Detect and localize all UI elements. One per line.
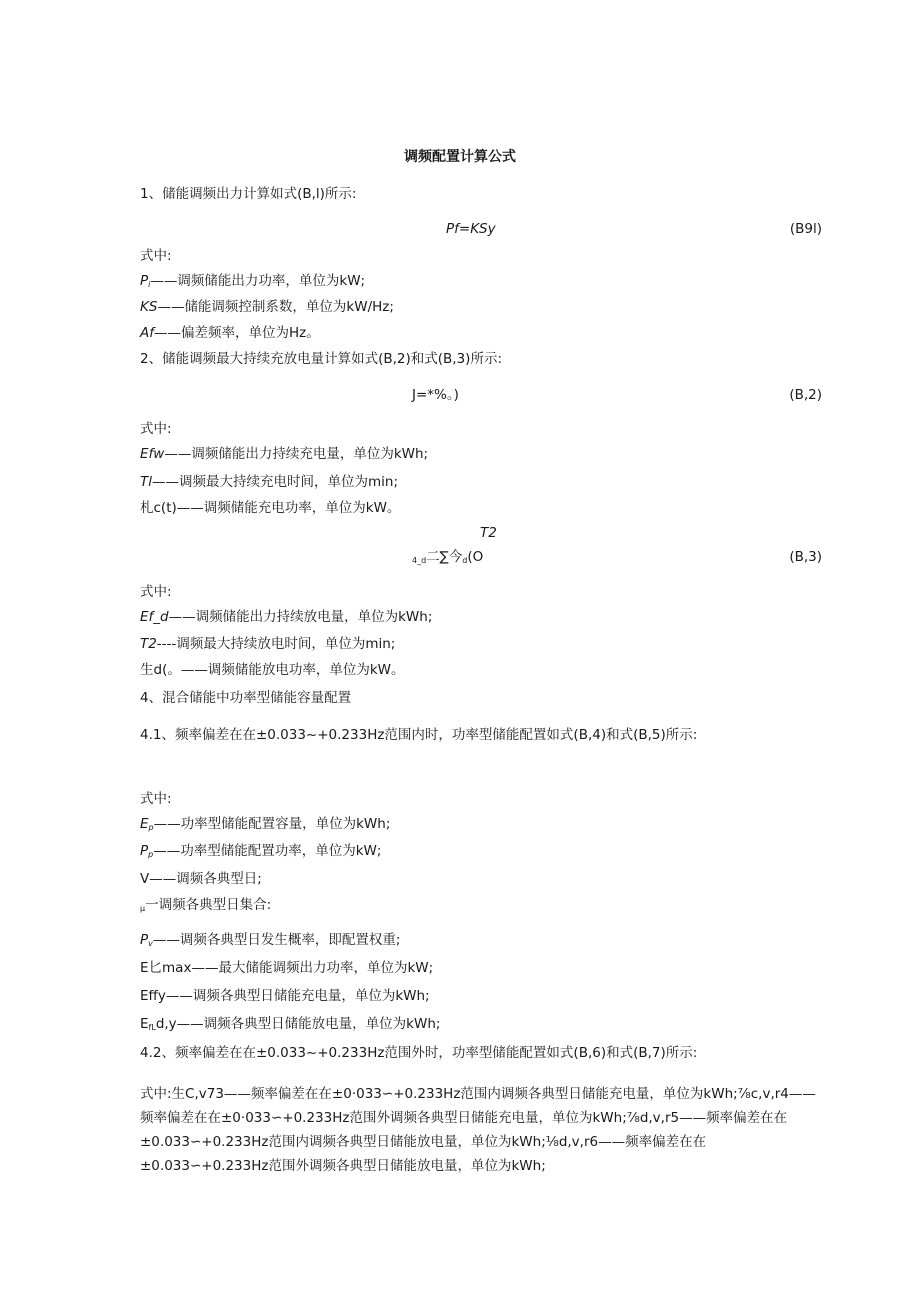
definition-line [140, 1014, 440, 1038]
page-title: 调频配置计算公式 [404, 149, 516, 165]
symbol-subscript: v [148, 939, 153, 948]
definition-line: 生d(。——调频储能放电功率，单位为kW。 [140, 662, 405, 678]
section-1-intro: 1、储能调频出力计算如式(B,l)所示: [140, 186, 357, 202]
formula-subscript: 4_d [412, 556, 427, 565]
definition-line [140, 814, 390, 838]
symbol: KS [140, 299, 158, 315]
definition-text: ——功率型储能配置容量，单位为kWh; [153, 816, 391, 832]
symbol: Tl [140, 474, 152, 490]
symbol: E [140, 1016, 149, 1032]
definition-line: V——调频各典型日; [140, 871, 262, 887]
definition-line [140, 841, 381, 865]
definition-line [140, 297, 394, 317]
where-label: 式中: [140, 791, 172, 807]
symbol: P [140, 932, 149, 948]
formula-tail: (O [467, 549, 484, 565]
definition-text: d,y——调频各典型日储能放电量，单位为kWh; [155, 1016, 441, 1032]
symbol-subscript: p [148, 823, 154, 832]
definition-line [140, 444, 428, 464]
formula-b3 [412, 547, 483, 571]
definition-text: ——功率型储能配置功率，单位为kW; [153, 843, 382, 859]
where-label: 式中: [140, 248, 172, 264]
formula-b2: J=*%。) [412, 387, 459, 403]
definition-text: ----调频最大持续放电时间，单位为min; [156, 636, 396, 652]
definition-text: ——调频最大持续充电时间，单位为min; [152, 474, 399, 490]
definition-text: ——储能调频控制系数，单位为kW/Hz; [157, 299, 394, 315]
section-4-1-text: 4.1、频率偏差在在±0.033~+0.233Hz范围内时，功率型储能配置如式(B,4)和式(B,5)所示: [140, 727, 698, 743]
definition-line [140, 472, 398, 492]
symbol: Ef_d [140, 609, 169, 625]
formula-body: 二∑今 [426, 549, 463, 565]
symbol: E [140, 816, 149, 832]
symbol: Af [140, 325, 154, 341]
definition-text: ——调频储能出力持续放电量，单位为kWh; [168, 609, 433, 625]
definition-line [140, 271, 365, 295]
symbol-subscript: i [148, 280, 151, 289]
definition-line: E匕max——最大储能调频出力功率，单位为kW; [140, 960, 434, 976]
symbol-subscript: μ [140, 904, 146, 913]
equation-number-b1: (B9l) [789, 221, 822, 237]
definition-text: ——偏差频率，单位为Hz。 [154, 325, 320, 341]
equation-number-b3: (B,3) [789, 549, 822, 565]
final-definitions-paragraph: 式中:生C,v73——频率偏差在在±0·033∽+0.233Hz范围内调频各典型日储能充电量，单位为kWh;⅞c,v,r4——频率偏差在在±0·033∽+0.233Hz范围外调频各典型日储能充电量，单位为kWh;⅞d,v,r5——频率偏差在在±0.033∽+0.233Hz范围内调频各典型日储能放电量，单位为kWh;⅛d,v,r6——频率偏差在在±0.033∽+0.233Hz范围外调频各典型日储能放电量，单位为kWh; [140, 1086, 816, 1174]
formula-b3-upper-limit: T2 [480, 525, 497, 541]
definition-line [140, 607, 432, 627]
definition-line [140, 895, 271, 919]
section-4-2-text: 4.2、频率偏差在在±0.033~+0.233Hz范围外时，功率型储能配置如式(B,6)和式(B,7)所示: [140, 1045, 698, 1061]
definition-text: ——调频储能出力持续充电量，单位为kWh; [164, 446, 429, 462]
section-4-heading: 4、混合储能中功率型储能容量配置 [140, 690, 352, 706]
symbol-subscript: p [148, 850, 154, 859]
section-2-intro: 2、储能调频最大持续充放电量计算如式(B,2)和式(B,3)所示: [140, 351, 502, 367]
symbol: P [140, 843, 149, 859]
symbol-subscript: fL [148, 1023, 156, 1032]
equation-number-b2: (B,2) [789, 387, 822, 403]
definition-text: ——调频储能出力功率，单位为kW; [150, 273, 366, 289]
formula-subscript: d [462, 556, 468, 565]
definition-line [140, 323, 320, 343]
formula-b1: Pf=KSy [446, 221, 496, 237]
definition-text: 一调频各典型日集合: [145, 897, 272, 913]
definition-line [140, 634, 395, 654]
definition-line: Effy——调频各典型日储能充电量，单位为kWh; [140, 988, 430, 1004]
definition-text: ——调频各典型日发生概率，即配置权重; [152, 932, 401, 948]
definition-line: 札c(t)——调频储能充电功率，单位为kW。 [140, 500, 401, 516]
symbol: T2 [140, 636, 157, 652]
symbol: Efw [140, 446, 165, 462]
where-label: 式中: [140, 421, 172, 437]
definition-line [140, 930, 400, 954]
symbol: P [140, 273, 149, 289]
where-label: 式中: [140, 584, 172, 600]
